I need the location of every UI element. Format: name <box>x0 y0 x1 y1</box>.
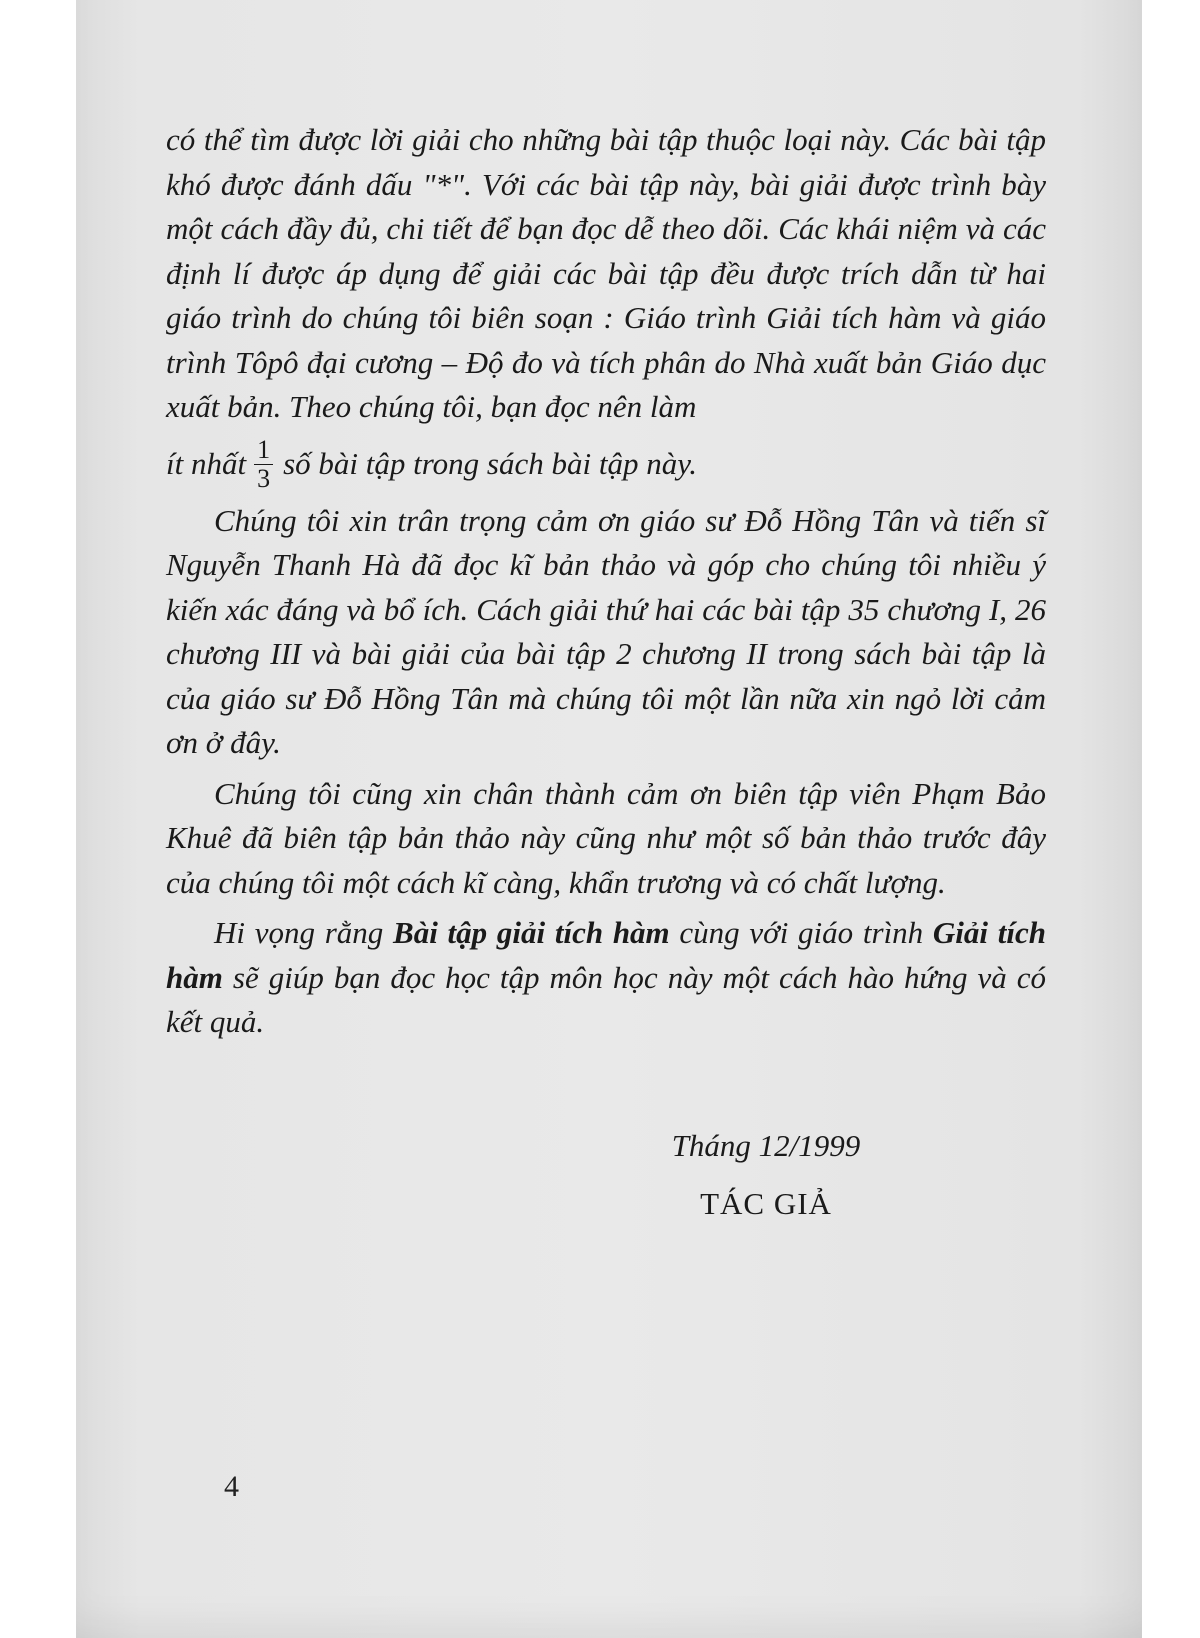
fraction-suffix: số bài tập trong sách bài tập này. <box>283 445 698 481</box>
text-line: hàm và giáo trình Tôpô đại cương – Độ đo và tích phân do <box>166 300 1046 380</box>
fraction-prefix: ít nhất <box>166 445 247 481</box>
signature-date: Tháng 12/1999 <box>671 1128 861 1163</box>
fraction-numerator: 1 <box>254 436 273 465</box>
fraction-sentence <box>166 436 1046 493</box>
signature-block <box>616 1128 916 1222</box>
paragraph-1 <box>166 118 1046 430</box>
text-line: có thể tìm được lời giải cho những bài tập thuộc loại này. Các bài <box>166 122 1007 157</box>
paragraph-4-text: sẽ giúp bạn đọc học tập môn học này một cách hào hứng và có kết quả. <box>166 959 1046 1039</box>
page-body <box>166 118 1046 1045</box>
paragraph-4 <box>166 911 1046 1045</box>
paragraph-2: Chúng tôi xin trân trọng cảm ơn giáo sư Đỗ Hồng Tân và tiến sĩ Nguyễn Thanh Hà đã đọc kĩ bản thảo và góp cho chúng tôi nhiều ý kiến xác đáng và bổ ích. Cách giải thứ hai các bài tập 35 chương I, 26 chương III và bài giải của bài tập 2 chương II trong sách bài tập là của giáo sư Đỗ Hồng Tân mà chúng tôi một lần nữa xin ngỏ lời cảm ơn ở đây. <box>166 502 1046 760</box>
book-title-textbook: Giải tích hàm <box>166 915 1046 995</box>
text-line: tập khó được đánh dấu "*". Với các bài tập này, bài giải được trình <box>166 122 1046 202</box>
text-line: bày một cách đầy đủ, chi tiết để bạn đọc dễ theo dõi. Các khái <box>166 166 1046 246</box>
paragraph-3: Chúng tôi cũng xin chân thành cảm ơn biên tập viên Phạm Bảo Khuê đã biên tập bản thảo này cũng như một số bản thảo trước đây của chúng tôi một cách kĩ càng, khẩn trương và có chất lượng. <box>166 775 1046 900</box>
text-line: niệm và các định lí được áp dụng để giải các bài tập đều được trích <box>166 211 1046 291</box>
paragraph-4-text: Hi vọng rằng <box>214 915 394 950</box>
page-number: 4 <box>224 1470 239 1503</box>
signature-author: TÁC GIẢ <box>700 1186 832 1221</box>
book-title-exercises: Bài tập giải tích hàm <box>393 915 670 950</box>
text-line: Nhà xuất bản Giáo dục xuất bản. Theo chúng tôi, bạn đọc nên làm <box>166 344 1046 424</box>
paragraph-4-text: cùng với giáo trình <box>669 915 933 950</box>
text-line: dẫn từ hai giáo trình do chúng tôi biên soạn : Giáo trình Giải tích <box>166 255 1046 335</box>
book-page <box>76 0 1142 1638</box>
fraction <box>254 436 273 493</box>
fraction-denominator: 3 <box>257 463 271 493</box>
